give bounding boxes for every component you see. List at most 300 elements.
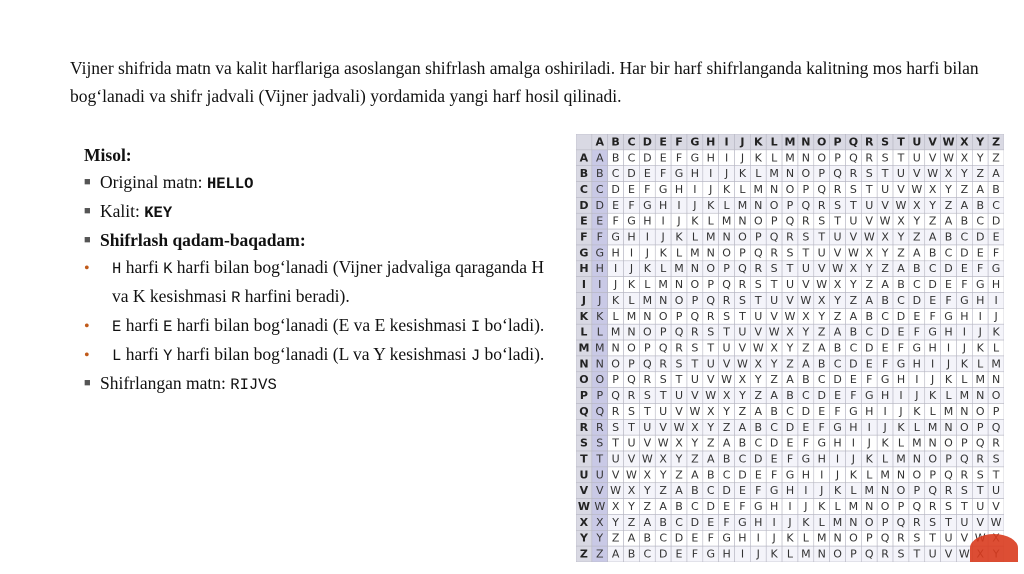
- table-cell-letter: Q: [944, 468, 953, 482]
- table-cell-letter: L: [882, 452, 889, 466]
- table-cell-letter: F: [739, 500, 746, 514]
- table-cell-letter: H: [817, 452, 826, 466]
- row-header-letter: Y: [579, 531, 588, 545]
- step-text: harfi: [121, 315, 164, 335]
- step-text: harfi bilan bog‘lanadi (L va Y kesishmasi: [172, 344, 471, 364]
- table-cell-letter: M: [832, 515, 843, 529]
- table-cell-letter: J: [978, 325, 982, 339]
- table-cell-letter: N: [880, 484, 890, 498]
- table-cell-letter: I: [851, 436, 856, 450]
- table-cell-letter: X: [675, 436, 683, 450]
- result-value: RIJVS: [230, 376, 277, 394]
- table-cell-letter: W: [626, 468, 637, 482]
- table-cell-letter: P: [992, 404, 1000, 418]
- table-cell-letter: N: [896, 468, 906, 482]
- table-cell-letter: K: [865, 452, 873, 466]
- vigenere-table: [576, 134, 1004, 562]
- table-cell-letter: E: [596, 214, 604, 228]
- row-header-letter: N: [579, 357, 589, 371]
- table-cell-letter: M: [801, 547, 811, 561]
- table-cell-letter: M: [642, 293, 653, 307]
- table-cell-letter: O: [785, 182, 795, 196]
- table-cell-letter: C: [897, 293, 905, 307]
- table-cell-letter: O: [833, 547, 842, 561]
- table-cell-letter: J: [788, 515, 792, 529]
- key-item: [84, 198, 554, 227]
- table-cell-letter: T: [834, 214, 841, 228]
- steps-heading: Shifrlash qadam-baqadam:: [100, 230, 306, 250]
- table-cell-letter: D: [754, 452, 763, 466]
- table-cell-letter: P: [786, 198, 794, 212]
- table-cell-letter: W: [800, 293, 812, 307]
- table-cell-letter: N: [659, 293, 668, 307]
- table-cell-letter: Q: [880, 531, 890, 545]
- step-text: harfi: [121, 257, 164, 277]
- table-cell-letter: J: [946, 357, 951, 371]
- table-cell-letter: Q: [627, 373, 636, 387]
- column-header-letter: B: [611, 135, 620, 149]
- table-cell-letter: J: [772, 531, 776, 545]
- table-cell-letter: C: [786, 404, 794, 418]
- table-cell-letter: N: [912, 452, 921, 466]
- table-cell-letter: T: [643, 404, 651, 418]
- table-cell-letter: B: [770, 404, 778, 418]
- table-cell-letter: E: [612, 198, 620, 212]
- table-cell-letter: N: [817, 547, 826, 561]
- table-cell-letter: R: [675, 341, 683, 355]
- table-cell-letter: X: [691, 420, 699, 434]
- table-cell-letter: M: [959, 389, 970, 403]
- table-cell-letter: L: [913, 420, 920, 434]
- table-cell-letter: P: [865, 531, 873, 545]
- table-cell-letter: K: [786, 531, 794, 545]
- table-cell-letter: C: [976, 214, 985, 228]
- table-cell-letter: H: [627, 230, 636, 244]
- table-cell-letter: G: [817, 436, 826, 450]
- table-cell-letter: H: [706, 151, 715, 165]
- table-cell-letter: R: [643, 373, 652, 387]
- table-cell-letter: Z: [849, 293, 858, 307]
- table-cell-letter: N: [833, 531, 842, 545]
- table-cell-letter: T: [961, 500, 968, 514]
- table-cell-letter: V: [659, 420, 667, 434]
- table-cell-letter: N: [643, 309, 652, 323]
- table-cell-letter: S: [738, 293, 746, 307]
- table-cell-letter: I: [899, 389, 903, 403]
- table-cell-letter: P: [850, 547, 857, 561]
- table-cell-letter: P: [976, 420, 984, 434]
- table-cell-letter: X: [596, 515, 604, 529]
- table-cell-letter: U: [865, 198, 874, 212]
- table-cell-letter: N: [785, 167, 795, 181]
- table-cell-letter: E: [929, 293, 937, 307]
- table-cell-letter: R: [659, 357, 668, 371]
- table-cell-letter: E: [818, 404, 826, 418]
- table-cell-letter: H: [659, 198, 668, 212]
- table-cell-letter: G: [611, 230, 620, 244]
- table-cell-letter: H: [849, 420, 858, 434]
- table-cell-letter: K: [707, 198, 715, 212]
- table-cell-letter: C: [928, 262, 937, 276]
- table-cell-letter: B: [976, 198, 984, 212]
- table-cell-letter: N: [738, 214, 747, 228]
- table-cell-letter: O: [769, 198, 779, 212]
- table-cell-letter: A: [992, 167, 1000, 181]
- table-cell-letter: B: [865, 309, 874, 323]
- table-cell-letter: J: [629, 262, 634, 276]
- example-heading: Misol:: [84, 145, 132, 165]
- column-header-letter: D: [642, 135, 652, 149]
- table-cell-letter: Z: [659, 484, 667, 498]
- table-cell-letter: R: [881, 547, 889, 561]
- table-cell-letter: F: [691, 547, 699, 561]
- table-cell-letter: Y: [596, 531, 604, 545]
- column-header-letter: F: [675, 135, 683, 149]
- table-cell-letter: E: [628, 182, 635, 196]
- table-cell-letter: W: [768, 325, 780, 339]
- table-cell-letter: M: [690, 246, 700, 260]
- row-header-letter: O: [579, 373, 589, 387]
- table-cell-letter: V: [786, 293, 794, 307]
- table-cell-letter: K: [897, 420, 905, 434]
- table-cell-letter: I: [709, 167, 713, 181]
- table-cell-letter: F: [612, 214, 619, 228]
- table-cell-letter: U: [928, 547, 937, 561]
- table-cell-letter: N: [865, 500, 874, 514]
- table-cell-letter: W: [911, 182, 923, 196]
- table-cell-letter: H: [770, 500, 779, 514]
- table-cell-letter: B: [659, 515, 667, 529]
- table-cell-letter: S: [802, 230, 810, 244]
- table-cell-letter: U: [627, 436, 636, 450]
- table-cell-letter: Y: [707, 420, 715, 434]
- table-cell-letter: S: [596, 436, 604, 450]
- table-cell-letter: G: [849, 404, 858, 418]
- table-cell-letter: V: [643, 436, 652, 450]
- table-cell-letter: Z: [976, 167, 984, 181]
- table-cell-letter: L: [961, 373, 968, 387]
- table-cell-letter: X: [833, 278, 842, 292]
- table-cell-letter: F: [755, 484, 762, 498]
- table-cell-letter: K: [596, 309, 604, 323]
- table-cell-letter: B: [706, 468, 715, 482]
- table-cell-letter: S: [659, 373, 667, 387]
- table-cell-letter: G: [801, 452, 811, 466]
- table-cell-letter: U: [785, 278, 795, 292]
- table-cell-letter: A: [960, 198, 969, 212]
- row-header-letter: P: [579, 389, 588, 403]
- table-cell-letter: L: [834, 500, 841, 514]
- table-cell-letter: U: [912, 151, 921, 165]
- table-cell-letter: P: [881, 515, 889, 529]
- table-cell-letter: U: [881, 182, 890, 196]
- table-cell-letter: Q: [912, 500, 922, 514]
- table-cell-letter: Y: [754, 373, 762, 387]
- column-header-letter: R: [865, 135, 874, 149]
- table-cell-letter: G: [674, 167, 684, 181]
- table-cell-letter: N: [611, 341, 620, 355]
- table-cell-letter: Q: [864, 547, 874, 561]
- table-cell-letter: P: [802, 182, 810, 196]
- plain-letter: L: [112, 347, 122, 365]
- table-cell-letter: K: [881, 436, 889, 450]
- table-cell-letter: J: [598, 293, 602, 307]
- table-cell-letter: L: [850, 484, 857, 498]
- table-cell-letter: Y: [929, 198, 937, 212]
- table-cell-letter: C: [802, 389, 810, 403]
- table-cell-letter: P: [675, 309, 683, 323]
- table-cell-letter: K: [944, 373, 953, 387]
- table-cell-letter: F: [945, 293, 952, 307]
- table-cell-letter: Z: [881, 262, 889, 276]
- table-cell-letter: Y: [739, 389, 746, 403]
- table-cell-letter: D: [611, 182, 620, 196]
- column-header-letter: Y: [976, 135, 985, 149]
- table-cell-letter: K: [691, 214, 699, 228]
- table-cell-letter: V: [944, 547, 953, 561]
- table-cell-letter: B: [897, 278, 905, 292]
- table-cell-letter: H: [738, 531, 747, 545]
- table-cell-letter: S: [612, 420, 620, 434]
- table-cell-letter: G: [706, 547, 716, 561]
- table-cell-letter: R: [595, 420, 604, 434]
- table-cell-letter: B: [802, 373, 810, 387]
- table-cell-letter: O: [864, 515, 874, 529]
- table-cell-letter: X: [897, 214, 905, 228]
- table-cell-letter: T: [659, 389, 667, 403]
- table-cell-letter: O: [674, 293, 684, 307]
- table-cell-letter: J: [804, 500, 808, 514]
- table-cell-letter: E: [723, 500, 731, 514]
- plain-letter: H: [112, 260, 122, 278]
- table-cell-letter: E: [897, 325, 905, 339]
- table-cell-letter: Y: [659, 468, 667, 482]
- table-cell-letter: R: [928, 500, 937, 514]
- table-cell-letter: G: [690, 151, 700, 165]
- step-item-1: [84, 254, 554, 312]
- table-cell-letter: Z: [722, 420, 731, 434]
- table-cell-letter: A: [976, 182, 984, 196]
- table-cell-letter: W: [832, 262, 844, 276]
- table-cell-letter: R: [849, 167, 858, 181]
- column-header-letter: W: [942, 135, 955, 149]
- table-cell-letter: U: [849, 214, 858, 228]
- table-cell-letter: U: [722, 341, 731, 355]
- table-cell-letter: Z: [611, 531, 620, 545]
- table-cell-letter: C: [675, 515, 683, 529]
- column-header-letter: A: [595, 135, 605, 149]
- column-header-letter: U: [912, 135, 922, 149]
- table-cell-letter: J: [820, 484, 824, 498]
- table-cell-letter: V: [627, 452, 636, 466]
- table-cell-letter: S: [627, 404, 635, 418]
- result-label: Shifrlangan matn:: [100, 373, 231, 393]
- table-cell-letter: G: [769, 484, 779, 498]
- table-cell-letter: D: [912, 293, 922, 307]
- table-cell-letter: A: [691, 468, 699, 482]
- table-cell-letter: A: [738, 420, 747, 434]
- table-cell-letter: H: [912, 357, 921, 371]
- table-cell-letter: Z: [833, 309, 842, 323]
- table-cell-letter: E: [913, 309, 921, 323]
- table-cell-letter: I: [724, 151, 729, 165]
- table-cell-letter: B: [643, 531, 652, 545]
- table-cell-letter: M: [785, 151, 795, 165]
- table-cell-letter: X: [944, 167, 953, 181]
- table-cell-letter: T: [596, 452, 604, 466]
- table-cell-letter: L: [755, 167, 762, 181]
- table-cell-letter: K: [929, 389, 937, 403]
- table-cell-letter: S: [707, 325, 715, 339]
- table-cell-letter: E: [754, 468, 762, 482]
- table-cell-letter: G: [928, 325, 937, 339]
- table-cell-letter: Q: [642, 357, 652, 371]
- table-cell-letter: M: [674, 262, 684, 276]
- table-cell-letter: P: [612, 373, 619, 387]
- table-cell-letter: U: [675, 389, 684, 403]
- table-cell-letter: N: [674, 278, 684, 292]
- table-cell-letter: Y: [850, 278, 857, 292]
- table-cell-letter: M: [816, 531, 827, 545]
- table-cell-letter: B: [596, 167, 604, 181]
- step-text: harfi bilan bog‘lanadi (Vijner jadvaliga qaraganda H va K kesishmasi: [112, 257, 545, 306]
- table-cell-letter: N: [627, 325, 636, 339]
- table-cell-letter: R: [786, 230, 794, 244]
- table-cell-letter: G: [880, 373, 890, 387]
- table-cell-letter: K: [818, 500, 826, 514]
- table-cell-letter: R: [897, 531, 905, 545]
- table-cell-letter: O: [912, 468, 922, 482]
- table-cell-letter: C: [691, 500, 699, 514]
- table-cell-letter: G: [896, 357, 906, 371]
- round-bullet-icon: •: [84, 347, 90, 364]
- table-cell-letter: R: [833, 182, 842, 196]
- table-cell-letter: C: [881, 309, 889, 323]
- table-cell-letter: P: [770, 214, 778, 228]
- table-cell-letter: Q: [896, 515, 906, 529]
- table-cell-letter: Z: [944, 198, 953, 212]
- table-cell-letter: F: [723, 515, 730, 529]
- table-cell-letter: A: [722, 436, 731, 450]
- table-cell-letter: Y: [945, 182, 952, 196]
- table-cell-letter: D: [849, 357, 858, 371]
- table-cell-letter: P: [834, 151, 841, 165]
- table-cell-letter: B: [738, 436, 747, 450]
- table-cell-letter: I: [629, 246, 634, 260]
- table-cell-letter: T: [802, 246, 810, 260]
- step-text: harfi: [121, 344, 164, 364]
- table-cell-letter: T: [913, 547, 921, 561]
- table-cell-letter: Q: [833, 167, 842, 181]
- table-cell-letter: O: [722, 246, 731, 260]
- table-cell-letter: Q: [753, 246, 763, 260]
- table-cell-letter: B: [691, 484, 699, 498]
- table-cell-letter: X: [817, 293, 826, 307]
- table-cell-letter: I: [915, 373, 919, 387]
- table-cell-letter: B: [817, 357, 826, 371]
- table-cell-letter: I: [740, 547, 745, 561]
- table-cell-letter: E: [691, 531, 699, 545]
- decorative-shape: [970, 534, 1018, 562]
- table-cell-letter: O: [880, 500, 890, 514]
- table-cell-letter: L: [739, 182, 746, 196]
- table-cell-letter: C: [706, 484, 715, 498]
- column-header-letter: I: [724, 135, 729, 149]
- table-cell-letter: I: [756, 531, 760, 545]
- table-cell-letter: T: [945, 515, 952, 529]
- table-cell-letter: B: [928, 246, 937, 260]
- table-cell-letter: L: [786, 547, 794, 561]
- row-header-letter: J: [581, 293, 586, 307]
- table-cell-letter: Y: [818, 309, 826, 323]
- table-cell-letter: U: [817, 246, 826, 260]
- table-cell-letter: P: [945, 452, 952, 466]
- table-cell-letter: M: [737, 198, 748, 212]
- table-cell-letter: T: [628, 420, 635, 434]
- table-cell-letter: O: [642, 325, 652, 339]
- table-cell-letter: J: [645, 246, 649, 260]
- table-cell-letter: A: [944, 214, 953, 228]
- table-cell-letter: B: [849, 325, 858, 339]
- table-cell-letter: W: [784, 309, 796, 323]
- column-header-letter: G: [690, 135, 700, 149]
- column-header-letter: J: [740, 135, 745, 149]
- table-cell-letter: P: [628, 357, 635, 371]
- table-cell-letter: F: [834, 404, 841, 418]
- table-cell-letter: I: [598, 278, 602, 292]
- table-cell-letter: A: [786, 373, 794, 387]
- table-cell-letter: P: [723, 262, 730, 276]
- table-cell-letter: V: [738, 341, 747, 355]
- table-cell-letter: M: [991, 357, 1001, 371]
- table-cell-letter: H: [944, 325, 953, 339]
- table-cell-letter: M: [753, 182, 764, 196]
- table-cell-letter: M: [705, 230, 716, 244]
- table-cell-letter: J: [867, 436, 871, 450]
- table-cell-letter: L: [675, 246, 683, 260]
- table-cell-letter: W: [736, 357, 748, 371]
- table-cell-letter: F: [866, 373, 873, 387]
- table-cell-letter: I: [946, 341, 951, 355]
- table-cell-letter: Y: [643, 484, 651, 498]
- table-cell-letter: J: [756, 547, 760, 561]
- table-cell-letter: P: [707, 278, 715, 292]
- table-cell-letter: D: [817, 389, 826, 403]
- table-cell-letter: V: [596, 484, 604, 498]
- table-cell-letter: C: [770, 420, 778, 434]
- table-cell-letter: O: [658, 309, 668, 323]
- table-cell-letter: B: [913, 262, 921, 276]
- table-cell-letter: W: [958, 547, 970, 561]
- table-cell-letter: P: [659, 325, 667, 339]
- table-cell-letter: J: [851, 452, 856, 466]
- table-cell-letter: O: [706, 262, 716, 276]
- table-cell-letter: V: [865, 214, 874, 228]
- table-cell-letter: O: [928, 452, 938, 466]
- table-cell-letter: Q: [769, 230, 779, 244]
- table-cell-letter: H: [611, 246, 620, 260]
- round-bullet-icon: •: [84, 318, 90, 335]
- table-cell-letter: T: [976, 484, 984, 498]
- table-cell-letter: E: [707, 515, 715, 529]
- table-cell-letter: K: [960, 357, 968, 371]
- table-cell-letter: O: [849, 531, 858, 545]
- table-cell-letter: M: [864, 484, 875, 498]
- table-cell-letter: H: [833, 436, 842, 450]
- table-cell-letter: K: [612, 293, 620, 307]
- table-cell-letter: R: [706, 309, 715, 323]
- column-header-letter: Z: [992, 135, 1001, 149]
